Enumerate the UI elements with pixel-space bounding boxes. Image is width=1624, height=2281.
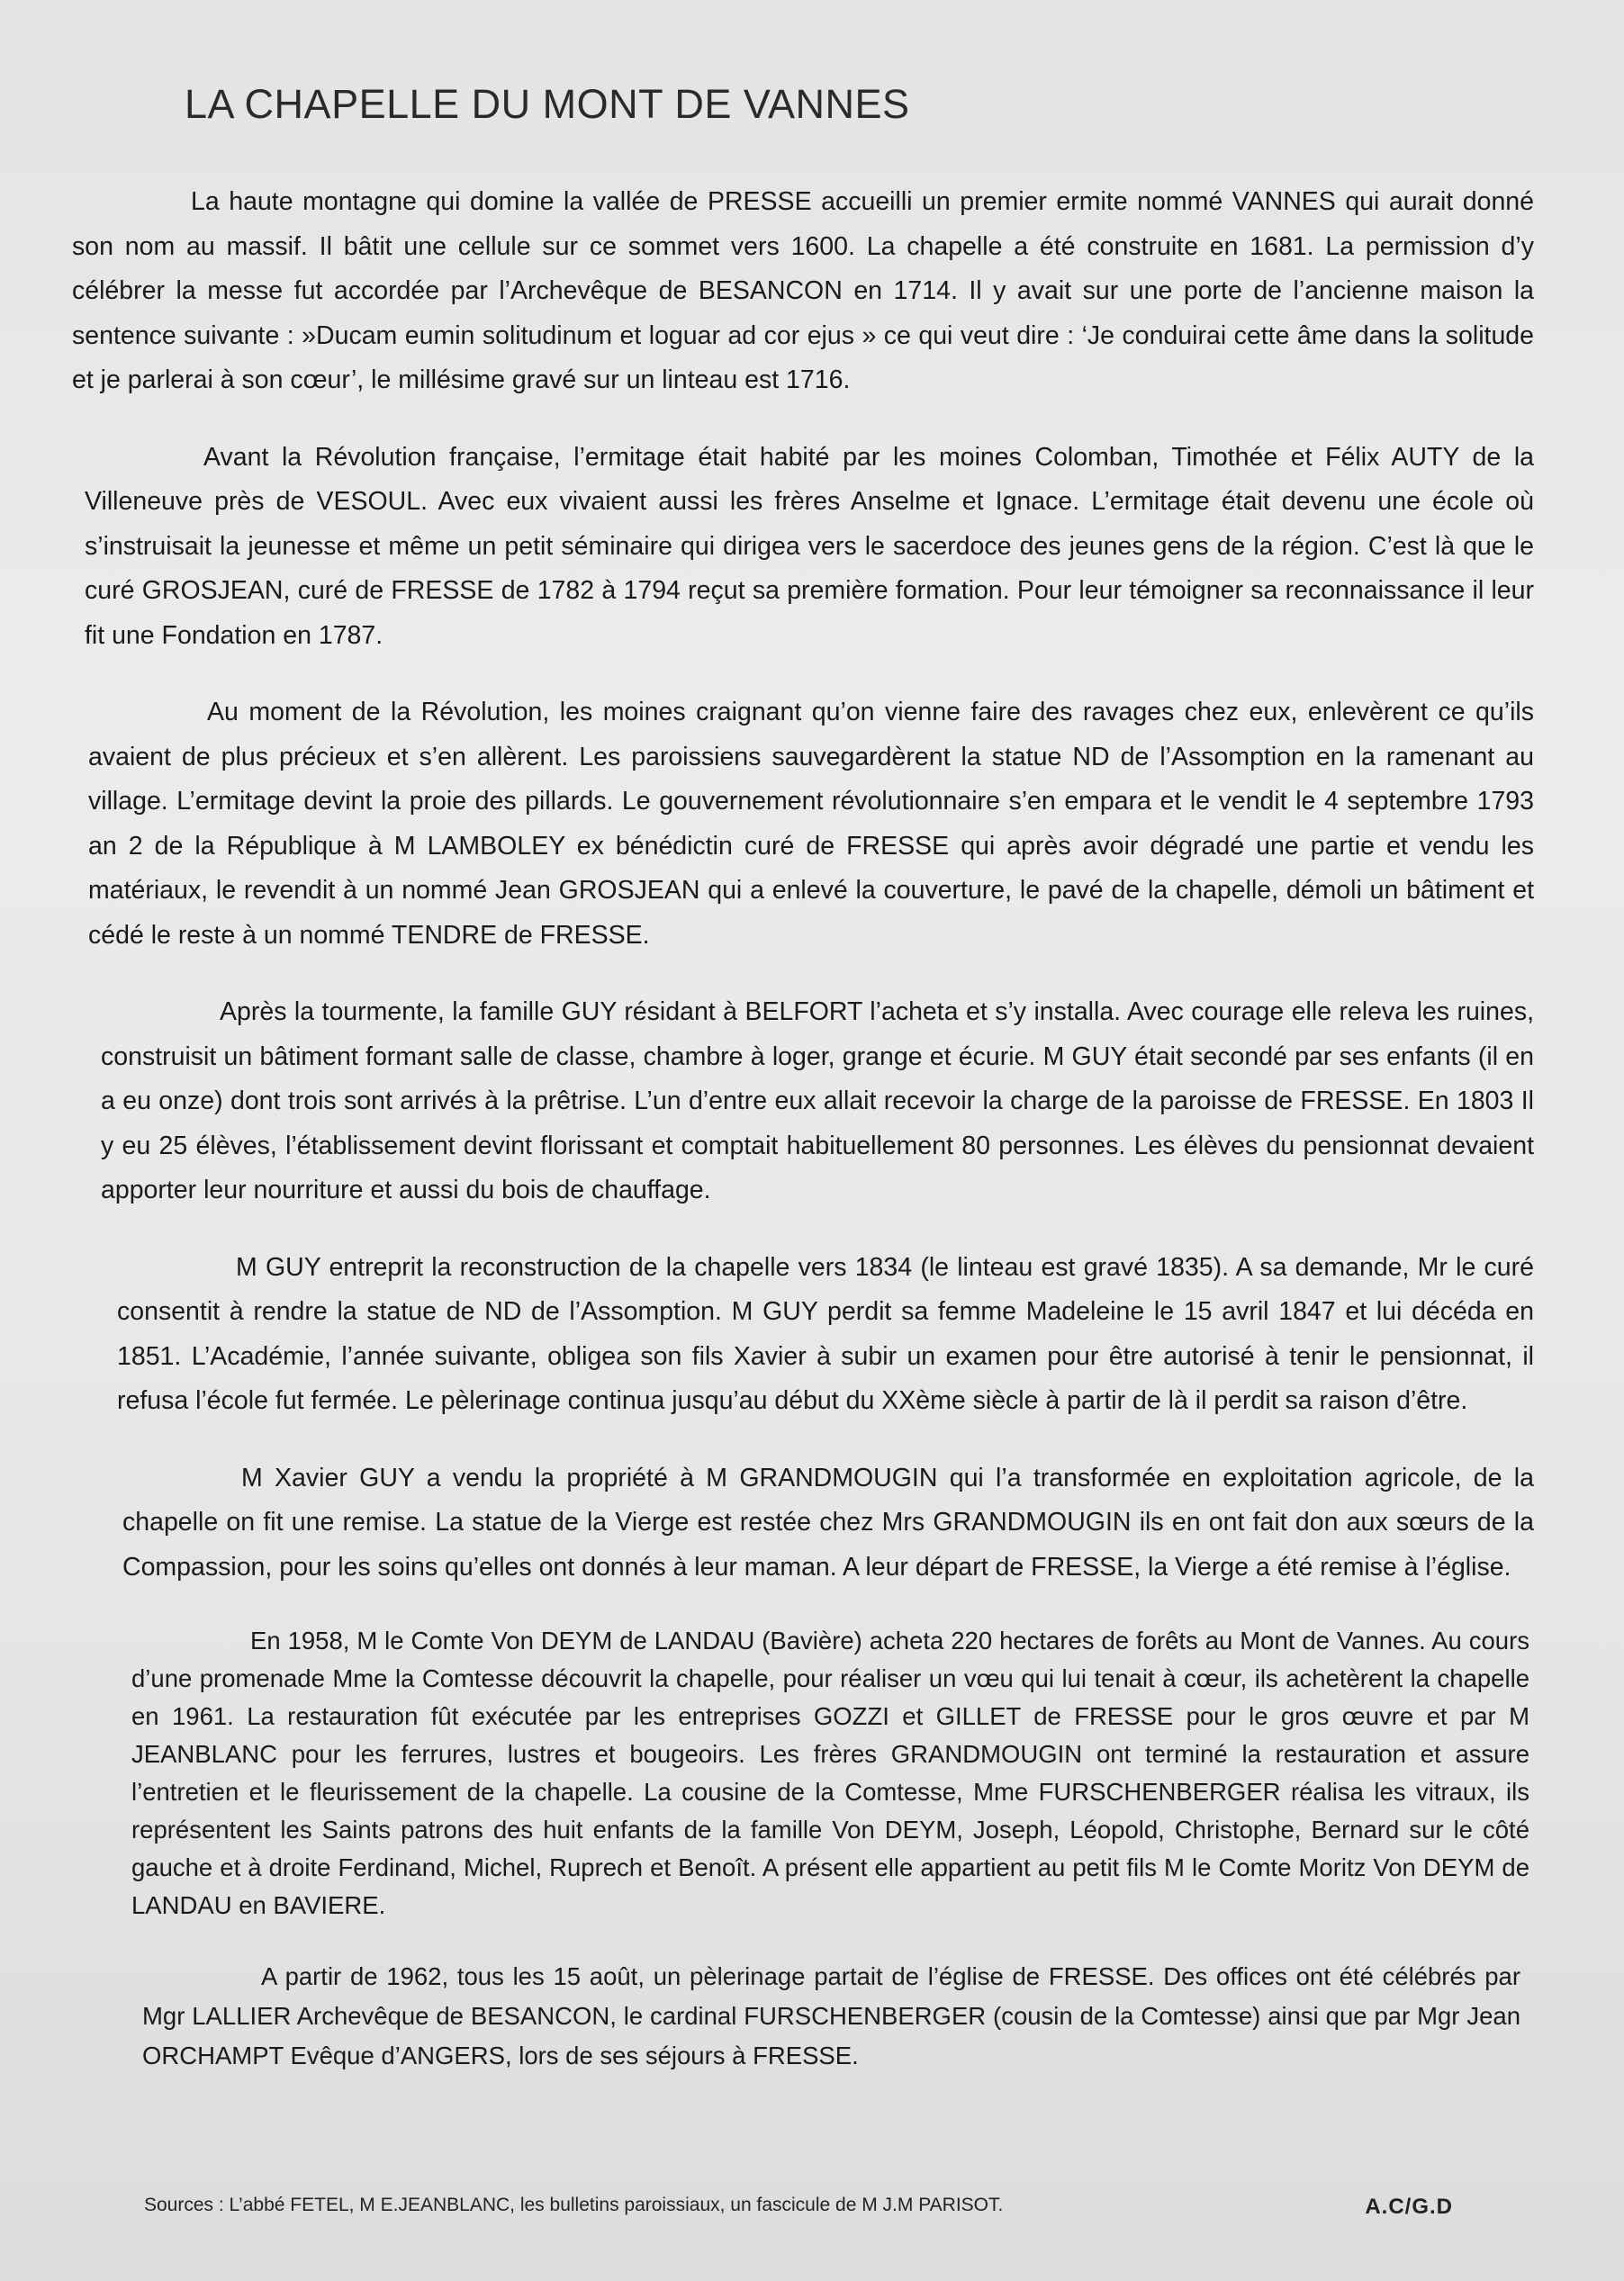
paragraph-revolution: Au moment de la Révolution, les moines craignant qu’on vienne faire des ravages chez eux, enlevèrent ce qu’ils avaient de plus précieux et s’en allèrent. Les paroissiens sauvegardèrent la statue ND de l’Assomption en la ramenant au village. L’ermitage devint la proie des pillards. Le gouvernement révolutionnaire s’en empara et le vendit le 4 septembre 1793 an 2 de la République à M LAMBOLEY ex bénédictin curé de FRESSE qui après avoir dégradé une partie et vendu les matériaux, le revendit à un nommé Jean GROSJEAN qui a enlevé la couverture, le pavé de la chapelle, démoli un bâtiment et cédé le reste à un nommé TENDRE de FRESSE.	[88, 698, 1534, 950]
paragraph-von-deym: En 1958, M le Comte Von DEYM de LANDAU (Bavière) acheta 220 hectares de forêts au Mont de Vannes. Au cours d’une promenade Mme la Comtesse découvrit la chapelle, pour réaliser un vœu qui lui tenait à cœur, ils achetèrent la chapelle en 1961. La restauration fût exécutée par les entreprises GOZZI et GILLET de FRESSE pour le gros œuvre et par M JEANBLANC pour les ferrures, lustres et bougeoirs. Les frères GRANDMOUGIN ont terminé la restauration et assure l’entretien et le fleurissement de la chapelle. La cousine de la Comtesse, Mme FURSCHENBERGER réalisa les vitraux, ils représentent les Saints patrons des huit enfants de la famille Von DEYM, Joseph, Léopold, Christophe, Bernard sur le côté gauche et à droite Ferdinand, Michel, Ruprech et Benoît. A présent elle appartient au petit fils M le Comte Moritz Von DEYM de LANDAU en BAVIERE.	[131, 1627, 1529, 1919]
author-credit: A.C/G.D	[1365, 2195, 1453, 2219]
paragraph-before-revolution: Avant la Révolution française, l’ermitage était habité par les moines Colomban, Timothée et Félix AUTY de la Villeneuve près de VESOUL. Avec eux vivaient aussi les frères Anselme et Ignace. L’ermitage était devenu une école où s’instruisait la jeunesse et même un petit séminaire qui dirigea vers le sacerdoce des jeunes gens de la région. C’est là que le curé GROSJEAN, curé de FRESSE de 1782 à 1794 reçut sa première formation. Pour leur témoigner sa reconnaissance il leur fit une Fondation en 1787.	[85, 442, 1534, 650]
sources-line: Sources : L’abbé FETEL, M E.JEANBLANC, les bulletins paroissiaux, un fascicule de M J.M PARISOT.	[144, 2195, 1004, 2215]
paragraph-reconstruction: M GUY entreprit la reconstruction de la chapelle vers 1834 (le linteau est gravé 1835). A sa demande, Mr le curé consentit à rendre la statue de ND de l’Assomption. M GUY perdit sa femme Madeleine le 15 avril 1847 et lui décéda en 1851. L’Académie, l’année suivante, obligea son fils Xavier à subir un examen pour être autorisé à tenir le pensionnat, il refusa l’école fut fermée. Le pèlerinage continua jusqu’au début du XXème siècle à partir de là il perdit sa raison d’être.	[117, 1252, 1534, 1415]
paragraph-guy-family: Après la tourmente, la famille GUY résidant à BELFORT l’acheta et s’y installa. Avec courage elle releva les ruines, construisit un bâtiment formant salle de classe, chambre à loger, grange et écurie. M GUY était secondé par ses enfants (il en a eu onze) dont trois sont arrivés à la prêtrise. L’un d’entre eux allait recevoir la charge de la paroisse de FRESSE. En 1803 Il y eu 25 élèves, l’établissement devint florissant et comptait habituellement 80 personnes. Les élèves du pensionnat devaient apporter leur nourriture et aussi du bois de chauffage.	[101, 997, 1534, 1204]
paragraph-origins: La haute montagne qui domine la vallée de PRESSE accueilli un premier ermite nommé VANNES qui aurait donné son nom au massif. Il bâtit une cellule sur ce sommet vers 1600. La chapelle a été construite en 1681. La permission d’y célébrer la messe fut accordée par l’Archevêque de BESANCON en 1714. Il y avait sur une porte de l’ancienne maison la sentence suivante : »Ducam eumin solitudinum et loguar ad cor ejus » ce qui veut dire : ‘Je conduirai cette âme dans la solitude et je parlerai à son cœur’, le millésime gravé sur un linteau est 1716.	[72, 187, 1534, 394]
document-title: LA CHAPELLE DU MONT DE VANNES	[185, 81, 910, 127]
paragraph-grandmougin: M Xavier GUY a vendu la propriété à M GRANDMOUGIN qui l’a transformée en exploitation agricole, de la chapelle on fit une remise. La statue de la Vierge est restée chez Mrs GRANDMOUGIN ils en ont fait don aux sœurs de la Compassion, pour les soins qu’elles ont donnés à leur maman. A leur départ de FRESSE, la Vierge a été remise à l’église.	[122, 1463, 1534, 1582]
paragraph-pilgrimage: A partir de 1962, tous les 15 août, un pèlerinage partait de l’église de FRESSE. Des offices ont été célébrés par Mgr LALLIER Archevêque de BESANCON, le cardinal FURSCHENBERGER (cousin de la Comtesse) ainsi que par Mgr Jean ORCHAMPT Evêque d’ANGERS, lors de ses séjours à FRESSE.	[142, 1962, 1520, 2069]
footer	[144, 2195, 1453, 2220]
